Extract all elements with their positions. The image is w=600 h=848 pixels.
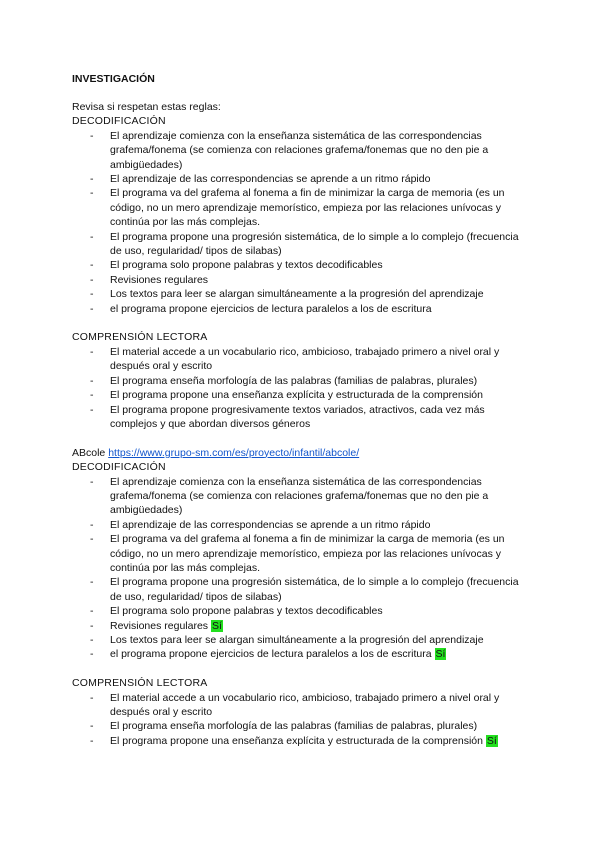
list-item-text: El material accede a un vocabulario rico, ambicioso, trabajado primero a nivel oral y después oral y escrito xyxy=(110,345,500,373)
abcole-link[interactable]: https://www.grupo-sm.com/es/proyecto/infantil/abcole/ xyxy=(108,446,360,459)
bullet-dash: - xyxy=(90,230,94,243)
yes-highlight-mark: Sí xyxy=(486,734,497,747)
list-item xyxy=(72,287,532,301)
bullet-dash: - xyxy=(90,302,94,315)
list-item-text: El programa propone una progresión sistemática, de lo simple a lo complejo (frecuencia de uso, regularidad/ tipos de silabas) xyxy=(110,230,519,258)
list-item-text: El aprendizaje comienza con la enseñanza sistemática de las correspondencias grafema/fonema (se comienza con relaciones grafema/fonemas que no den pie a ambigüedades) xyxy=(110,475,489,517)
list-item xyxy=(72,719,532,733)
list-item xyxy=(72,691,532,720)
list-item xyxy=(72,374,532,388)
bullet-dash: - xyxy=(90,173,94,186)
list-item-text: El programa propone una enseñanza explícita y estructurada de la comprensión xyxy=(110,734,483,747)
bullet-dash: - xyxy=(90,634,94,646)
bullet-dash: - xyxy=(90,533,94,546)
list-item-text: El programa solo propone palabras y textos decodificables xyxy=(110,605,383,618)
bullet-dash: - xyxy=(90,734,94,747)
abcole-line xyxy=(72,446,532,460)
list-item xyxy=(72,575,532,604)
bullet-dash: - xyxy=(90,648,94,661)
list-item-text: El programa enseña morfología de las palabras (familias de palabras, plurales) xyxy=(110,720,478,733)
list-item xyxy=(72,734,532,748)
bullet-dash: - xyxy=(90,691,94,704)
bullet-dash: - xyxy=(90,576,94,589)
list-item-text: el programa propone ejercicios de lectura paralelos a los de escritura xyxy=(110,648,432,661)
rules-comprension-list xyxy=(72,345,532,431)
list-item-text: El aprendizaje de las correspondencias se aprende a un ritmo rápido xyxy=(110,173,431,186)
list-item xyxy=(72,345,532,374)
list-item-text: El programa propone una progresión sistemática, de lo simple a lo complejo (frecuencia de uso, regularidad/ tipos de silabas) xyxy=(110,576,519,603)
list-item xyxy=(72,518,532,532)
bullet-dash: - xyxy=(90,259,94,272)
list-item xyxy=(72,403,532,432)
list-item-text: El aprendizaje comienza con la enseñanza sistemática de las correspondencias grafema/fonema (se comienza con relaciones grafema/fonemas que no den pie a ambigüedades) xyxy=(110,129,489,171)
abcole-comprension-list xyxy=(72,691,532,749)
list-item xyxy=(72,273,532,287)
list-item-text: El programa propone progresivamente textos variados, atractivos, cada vez más complejos y que abordan diversos géneros xyxy=(110,403,485,430)
bullet-dash: - xyxy=(90,345,94,358)
list-item-text: Los textos para leer se alargan simultáneamente a la progresión del aprendizaje xyxy=(110,288,484,301)
list-item-text: Revisiones regulares xyxy=(110,619,209,632)
bullet-dash: - xyxy=(90,389,94,402)
list-item xyxy=(72,647,532,661)
abcole-comprension-heading: COMPRENSIÓN LECTORA xyxy=(72,677,208,690)
bullet-dash: - xyxy=(90,720,94,733)
list-item xyxy=(72,258,532,272)
abcole-name: ABcole xyxy=(72,446,106,459)
list-item xyxy=(72,604,532,618)
list-item xyxy=(72,388,532,402)
abcole-decodificacion-heading: DECODIFICACIÓN xyxy=(72,461,166,474)
list-item-text: El programa enseña morfología de las palabras (familias de palabras, plurales) xyxy=(110,374,478,387)
rules-comprension-heading: COMPRENSIÓN LECTORA xyxy=(72,331,208,344)
list-item-text: El programa propone una enseñanza explícita y estructurada de la comprensión xyxy=(110,389,483,402)
list-item-text: Revisiones regulares xyxy=(110,273,209,286)
list-item-text: el programa propone ejercicios de lectura paralelos a los de escritura xyxy=(110,302,432,315)
list-item-text: El material accede a un vocabulario rico, ambicioso, trabajado primero a nivel oral y después oral y escrito xyxy=(110,691,500,719)
bullet-dash: - xyxy=(90,403,94,416)
rules-decodificacion-heading: DECODIFICACIÓN xyxy=(72,115,166,128)
list-item xyxy=(72,172,532,186)
rules-decodificacion-list xyxy=(72,129,532,316)
bullet-dash: - xyxy=(90,288,94,301)
list-item-text: Los textos para leer se alargan simultáneamente a la progresión del aprendizaje xyxy=(110,634,484,646)
list-item xyxy=(72,633,532,647)
list-item-text: El programa va del grafema al fonema a fin de minimizar la carga de memoria (es un código, no un mero aprendizaje memorístico, empieza por las relaciones unívocas y continúa por las más complejas. xyxy=(110,533,505,574)
list-item xyxy=(72,475,532,518)
document-page xyxy=(72,72,532,748)
bullet-dash: - xyxy=(90,518,94,531)
list-item xyxy=(72,532,532,575)
bullet-dash: - xyxy=(90,605,94,618)
list-item xyxy=(72,230,532,259)
yes-highlight-mark: Sí xyxy=(435,648,446,661)
bullet-dash: - xyxy=(90,129,94,142)
list-item xyxy=(72,619,532,633)
list-item xyxy=(72,186,532,229)
yes-highlight-mark: Sí xyxy=(211,619,222,632)
bullet-dash: - xyxy=(90,475,94,488)
bullet-dash: - xyxy=(90,619,94,632)
list-item-text: El aprendizaje de las correspondencias se aprende a un ritmo rápido xyxy=(110,518,431,531)
list-item xyxy=(72,129,532,172)
bullet-dash: - xyxy=(90,273,94,286)
list-item-text: El programa solo propone palabras y textos decodificables xyxy=(110,259,383,272)
list-item xyxy=(72,302,532,316)
bullet-dash: - xyxy=(90,187,94,200)
page-title: INVESTIGACIÓN xyxy=(72,73,155,85)
intro-text: Revisa si respetan estas reglas: xyxy=(72,101,221,113)
list-item-text: El programa va del grafema al fonema a fin de minimizar la carga de memoria (es un código, no un mero aprendizaje memorístico, empieza por las relaciones unívocas y continúa por las más complejas. xyxy=(110,187,505,229)
abcole-decodificacion-list xyxy=(72,475,532,662)
bullet-dash: - xyxy=(90,374,94,387)
